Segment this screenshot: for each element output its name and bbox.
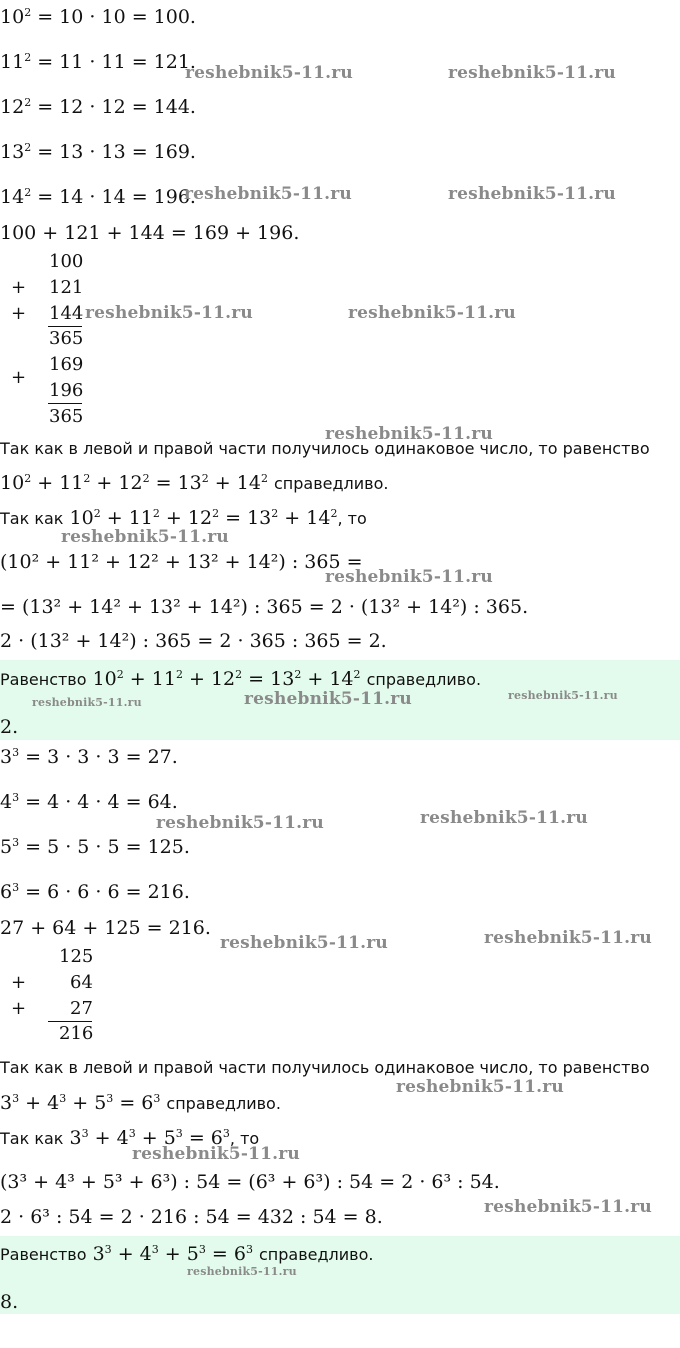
- watermark: reshebnik5-11.ru: [220, 933, 388, 953]
- watermark: reshebnik5-11.ru: [325, 424, 493, 444]
- watermark: reshebnik5-11.ru: [448, 63, 616, 83]
- column-result: 365: [49, 406, 84, 427]
- watermark: reshebnik5-11.ru: [61, 527, 229, 547]
- answer-value: 8.: [0, 1291, 19, 1313]
- column-number: 169: [49, 354, 84, 375]
- equality-statement: $3^3 + 4^3 + 5^3 = 6^3$ справедливо.: [0, 1092, 281, 1114]
- plus-sign: +: [11, 367, 27, 388]
- expression-line: (10² + 11² + 12² + 13² + 14²) : 365 =: [0, 551, 363, 573]
- watermark: reshebnik5-11.ru: [132, 1144, 300, 1164]
- since-line: Так как $3^3 + 4^3 + 5^3 = 6^3$, то: [0, 1127, 260, 1149]
- column-result: 365: [49, 328, 84, 349]
- cube-4-line: $4^3 = 4 \cdot 4 \cdot 4 = 64$.: [0, 791, 178, 813]
- column-number: 125: [59, 946, 94, 967]
- cube-5-line: $5^3 = 5 \cdot 5 \cdot 5 = 125$.: [0, 836, 190, 858]
- watermark: reshebnik5-11.ru: [420, 808, 588, 828]
- square-12-line: $12^2 = 12 \cdot 12 = 144$.: [0, 96, 196, 118]
- square-13-line: $13^2 = 13 \cdot 13 = 169$.: [0, 141, 196, 163]
- column-result: 216: [59, 1023, 94, 1044]
- equality-statement: $10^2 + 11^2 + 12^2 = 13^2 + 14^2$ справедливо.: [0, 472, 389, 494]
- watermark: reshebnik5-11.ru: [448, 184, 616, 204]
- since-line: Так как $10^2 + 11^2 + 12^2 = 13^2 + 14^2$, то: [0, 507, 367, 529]
- column-number: 196: [49, 380, 84, 401]
- column-number: 144: [49, 303, 84, 324]
- expression-line: 2 · 6³ : 54 = 2 · 216 : 54 = 432 : 54 = 8.: [0, 1206, 383, 1228]
- square-11-line: $11^2 = 11 \cdot 11 = 121$.: [0, 51, 196, 73]
- column-number: 64: [70, 972, 93, 993]
- sum-bar: [48, 403, 82, 404]
- answer-statement: Равенство $3^3 + 4^3 + 5^3 = 6^3$ справедливо.: [0, 1243, 374, 1265]
- expression-line: (3³ + 4³ + 5³ + 6³) : 54 = (6³ + 6³) : 54 = 2 · 6³ : 54.: [0, 1171, 500, 1193]
- column-number: 100: [49, 251, 84, 272]
- answer-value: 2.: [0, 716, 19, 738]
- watermark: reshebnik5-11.ru: [484, 928, 652, 948]
- plus-sign: +: [11, 303, 27, 324]
- column-number: 121: [49, 277, 84, 298]
- sum-equation: 27 + 64 + 125 = 216.: [0, 917, 211, 939]
- watermark: reshebnik5-11.ru: [32, 696, 142, 709]
- watermark: reshebnik5-11.ru: [185, 63, 353, 83]
- watermark: reshebnik5-11.ru: [396, 1077, 564, 1097]
- watermark: reshebnik5-11.ru: [156, 813, 324, 833]
- watermark: reshebnik5-11.ru: [187, 1265, 297, 1278]
- plus-sign: +: [11, 972, 27, 993]
- column-number: 27: [70, 998, 93, 1019]
- watermark: reshebnik5-11.ru: [484, 1197, 652, 1217]
- cube-3-line: $3^3 = 3 \cdot 3 \cdot 3 = 27$.: [0, 746, 178, 768]
- expression-line: = (13² + 14² + 13² + 14²) : 365 = 2 · (13² + 14²) : 365.: [0, 596, 529, 618]
- watermark: reshebnik5-11.ru: [325, 567, 493, 587]
- conclusion-text: Так как в левой и правой части получилось одинаковое число, то равенство: [0, 1058, 650, 1077]
- watermark: reshebnik5-11.ru: [85, 303, 253, 323]
- watermark: reshebnik5-11.ru: [244, 689, 412, 709]
- plus-sign: +: [11, 277, 27, 298]
- watermark: reshebnik5-11.ru: [184, 184, 352, 204]
- plus-sign: +: [11, 998, 27, 1019]
- square-10-line: $10^2 = 10 \cdot 10 = 100$.: [0, 6, 196, 28]
- answer-statement: Равенство $10^2 + 11^2 + 12^2 = 13^2 + 14^2$ справедливо.: [0, 668, 482, 690]
- expression-line: 2 · (13² + 14²) : 365 = 2 · 365 : 365 = 2.: [0, 630, 387, 652]
- watermark: reshebnik5-11.ru: [348, 303, 516, 323]
- cube-6-line: $6^3 = 6 \cdot 6 \cdot 6 = 216$.: [0, 881, 190, 903]
- conclusion-text: Так как в левой и правой части получилось одинаковое число, то равенство: [0, 439, 650, 458]
- watermark: reshebnik5-11.ru: [508, 689, 618, 702]
- sum-bar: [48, 1021, 92, 1022]
- sum-bar: [48, 326, 82, 327]
- sum-equation: 100 + 121 + 144 = 169 + 196.: [0, 222, 300, 244]
- square-14-line: $14^2 = 14 \cdot 14 = 196$.: [0, 186, 196, 208]
